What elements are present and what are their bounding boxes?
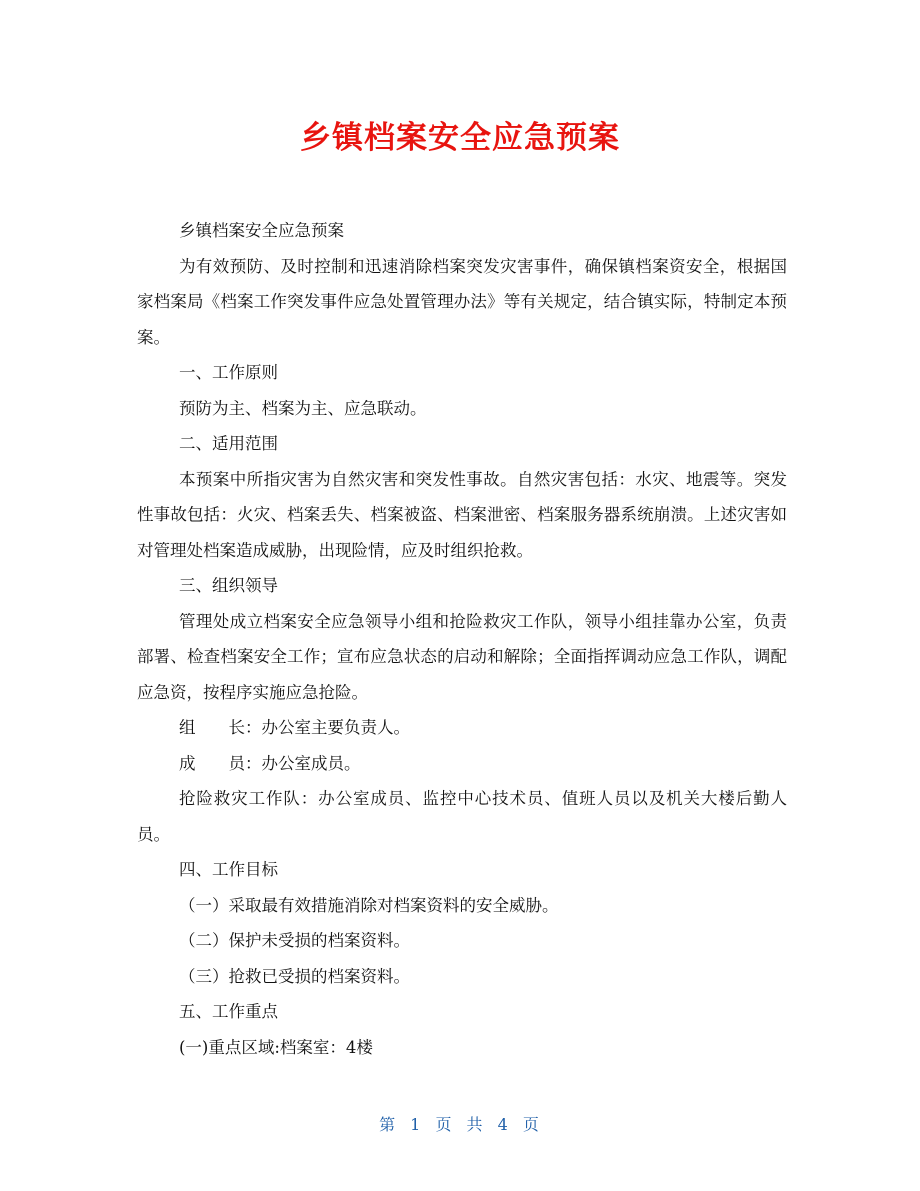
list-item-goal-2: （二）保护未受损的档案资料。 bbox=[179, 931, 410, 950]
heading-scope: 二、适用范围 bbox=[179, 434, 278, 453]
list-item-goal-1: （一）采取最有效措施消除对档案资料的安全威胁。 bbox=[179, 895, 559, 915]
heading-principles: 一、工作原则 bbox=[179, 363, 278, 382]
page-number-footer: 第 1 页 共 4 页 bbox=[379, 1115, 541, 1134]
paragraph-key-area: (一)重点区域:档案室：4楼 bbox=[179, 1037, 373, 1057]
paragraph-rescue-team: 抢险救灾工作队：办公室成员、监控中心技术员、值班人员以及机关大楼后勤人员。 bbox=[137, 789, 787, 844]
paragraph-leader: 组 长：办公室主要负责人。 bbox=[179, 718, 410, 737]
heading-goals: 四、工作目标 bbox=[179, 860, 278, 879]
list-item-goal-3: （三）抢救已受损的档案资料。 bbox=[179, 966, 410, 986]
paragraph-principles: 预防为主、档案为主、应急联动。 bbox=[179, 398, 427, 418]
heading-organization: 三、组织领导 bbox=[179, 576, 278, 595]
heading-focus: 五、工作重点 bbox=[179, 1002, 278, 1021]
paragraph-doc-name: 乡镇档案安全应急预案 bbox=[179, 221, 344, 240]
paragraph-members: 成 员：办公室成员。 bbox=[179, 753, 361, 773]
paragraph-intro: 为有效预防、及时控制和迅速消除档案突发灾害事件，确保镇档案资安全，根据国家档案局《档案工作突发事件应急处置管理办法》等有关规定，结合镇实际，特制定本预案。 bbox=[137, 256, 787, 347]
paragraph-organization: 管理处成立档案安全应急领导小组和抢险救灾工作队，领导小组挂靠办公室，负责部署、检查档案安全工作；宣布应急状态的启动和解除；全面指挥调动应急工作队，调配应急资，按程序实施应急抢险。 bbox=[137, 611, 787, 702]
paragraph-scope: 本预案中所指灾害为自然灾害和突发性事故。自然灾害包括：水灾、地震等。突发性事故包括：火灾、档案丢失、档案被盗、档案泄密、档案服务器系统崩溃。上述灾害如对管理处档案造成威胁，出现险情，应及时组织抢救。 bbox=[137, 469, 787, 560]
document-title: 乡镇档案安全应急预案 bbox=[300, 120, 620, 156]
document-body bbox=[137, 213, 787, 1065]
